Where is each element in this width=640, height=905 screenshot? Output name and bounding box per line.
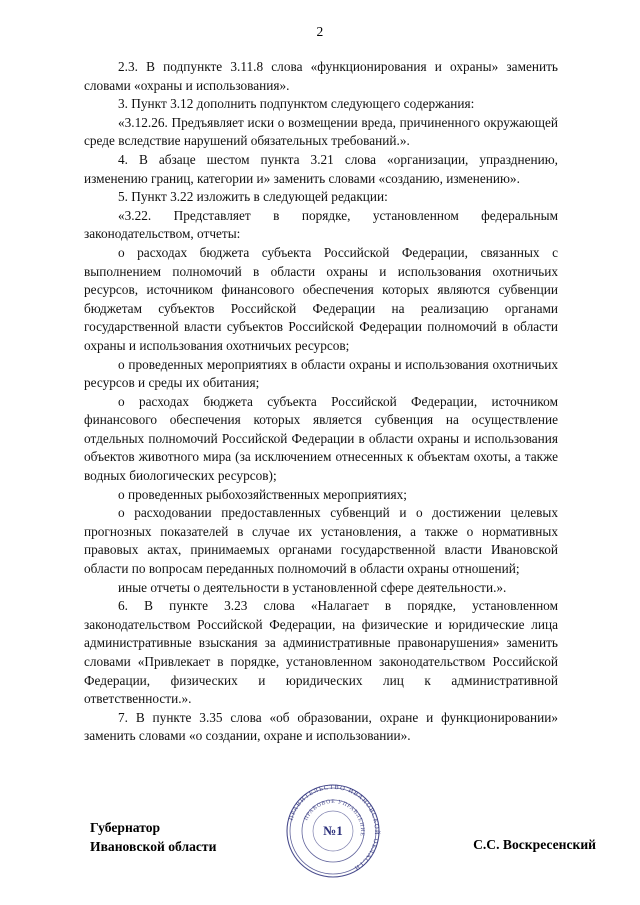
signature-title-line-2: Ивановской области <box>90 839 217 854</box>
paragraph: о расходах бюджета субъекта Российской Федерации, связанных с выполнением полномочий в области охраны и использования охотничьих ресурсов, источником финансового обеспечения которых являются субвенции бюджетам субъектов Российской Федерации на реализацию органами государственной власти субъектов Российской Федерации полномочий в области охраны и использования охотничьих ресурсов; <box>84 244 558 353</box>
stamp-number: №1 <box>323 823 343 838</box>
paragraph: 7. В пункте 3.35 слова «об образовании, охране и функционировании» заменить словами «о создании, охране и использовании». <box>84 709 558 744</box>
paragraph: иные отчеты о деятельности в установленной сфере деятельности.». <box>118 579 507 595</box>
paragraph: 5. Пункт 3.22 изложить в следующей редакции: <box>118 189 388 205</box>
svg-text:ПРАВИТЕЛЬСТВО ИВАНОВСКОЙ ОБЛАС: ПРАВИТЕЛЬСТВО ИВАНОВСКОЙ ОБЛАСТИ <box>287 783 381 872</box>
document-body <box>84 58 558 746</box>
paragraph: о проведенных рыбохозяйственных мероприятиях; <box>118 486 408 502</box>
paragraph: 4. В абзаце шестом пункта 3.21 слова «организации, упразднению, изменению границ, категории и» заменить словами «созданию, изменению». <box>84 151 558 186</box>
official-stamp <box>282 780 384 882</box>
svg-text:ПРАВОВОЕ УПРАВЛЕНИЕ: ПРАВОВОЕ УПРАВЛЕНИЕ <box>303 798 366 837</box>
paragraph: 6. В пункте 3.23 слова «Налагает в порядке, установленном законодательством Российской Федерации, на физические и юридические лица административные взыскания за административные правонарушения» заменить словами «Привлекает в порядке, установленном законодательством Российской Федерации, физических и юридических лиц к административной ответственности.». <box>84 598 558 707</box>
paragraph: «3.12.26. Предъявляет иски о возмещении вреда, причиненного окружающей среде вследствие нарушений обязательных требований.». <box>84 114 558 149</box>
paragraph: о расходах бюджета субъекта Российской Федерации, источником финансового обеспечения которых является субвенция на осуществление отдельных полномочий Российской Федерации в области охраны и использования объектов животного мира (за исключением отнесенных к объектам охоты, а также водных биологических ресурсов); <box>84 393 558 484</box>
paragraph: 2.3. В подпункте 3.11.8 слова «функционирования и охраны» заменить словами «охраны и использования». <box>84 59 558 93</box>
signature-title-line-1: Губернатор <box>90 820 161 835</box>
signer-name: С.С. Воскресенский <box>473 837 596 852</box>
paragraph: о проведенных мероприятиях в области охраны и использования охотничьих ресурсов и среды их обитания; <box>84 356 558 391</box>
page-number: 2 <box>316 24 324 39</box>
paragraph: о расходовании предоставленных субвенций и о достижении целевых прогнозных показателей в случае их установления, а также о нормативных правовых актах, принимаемых органами государственной власти Ивановской области по вопросам переданных полномочий в области охраны отношений; <box>84 505 558 577</box>
paragraph: «3.22. Представляет в порядке, установленном федеральным законодательством, отчеты: <box>84 207 558 242</box>
paragraph: 3. Пункт 3.12 дополнить подпунктом следующего содержания: <box>118 96 475 112</box>
